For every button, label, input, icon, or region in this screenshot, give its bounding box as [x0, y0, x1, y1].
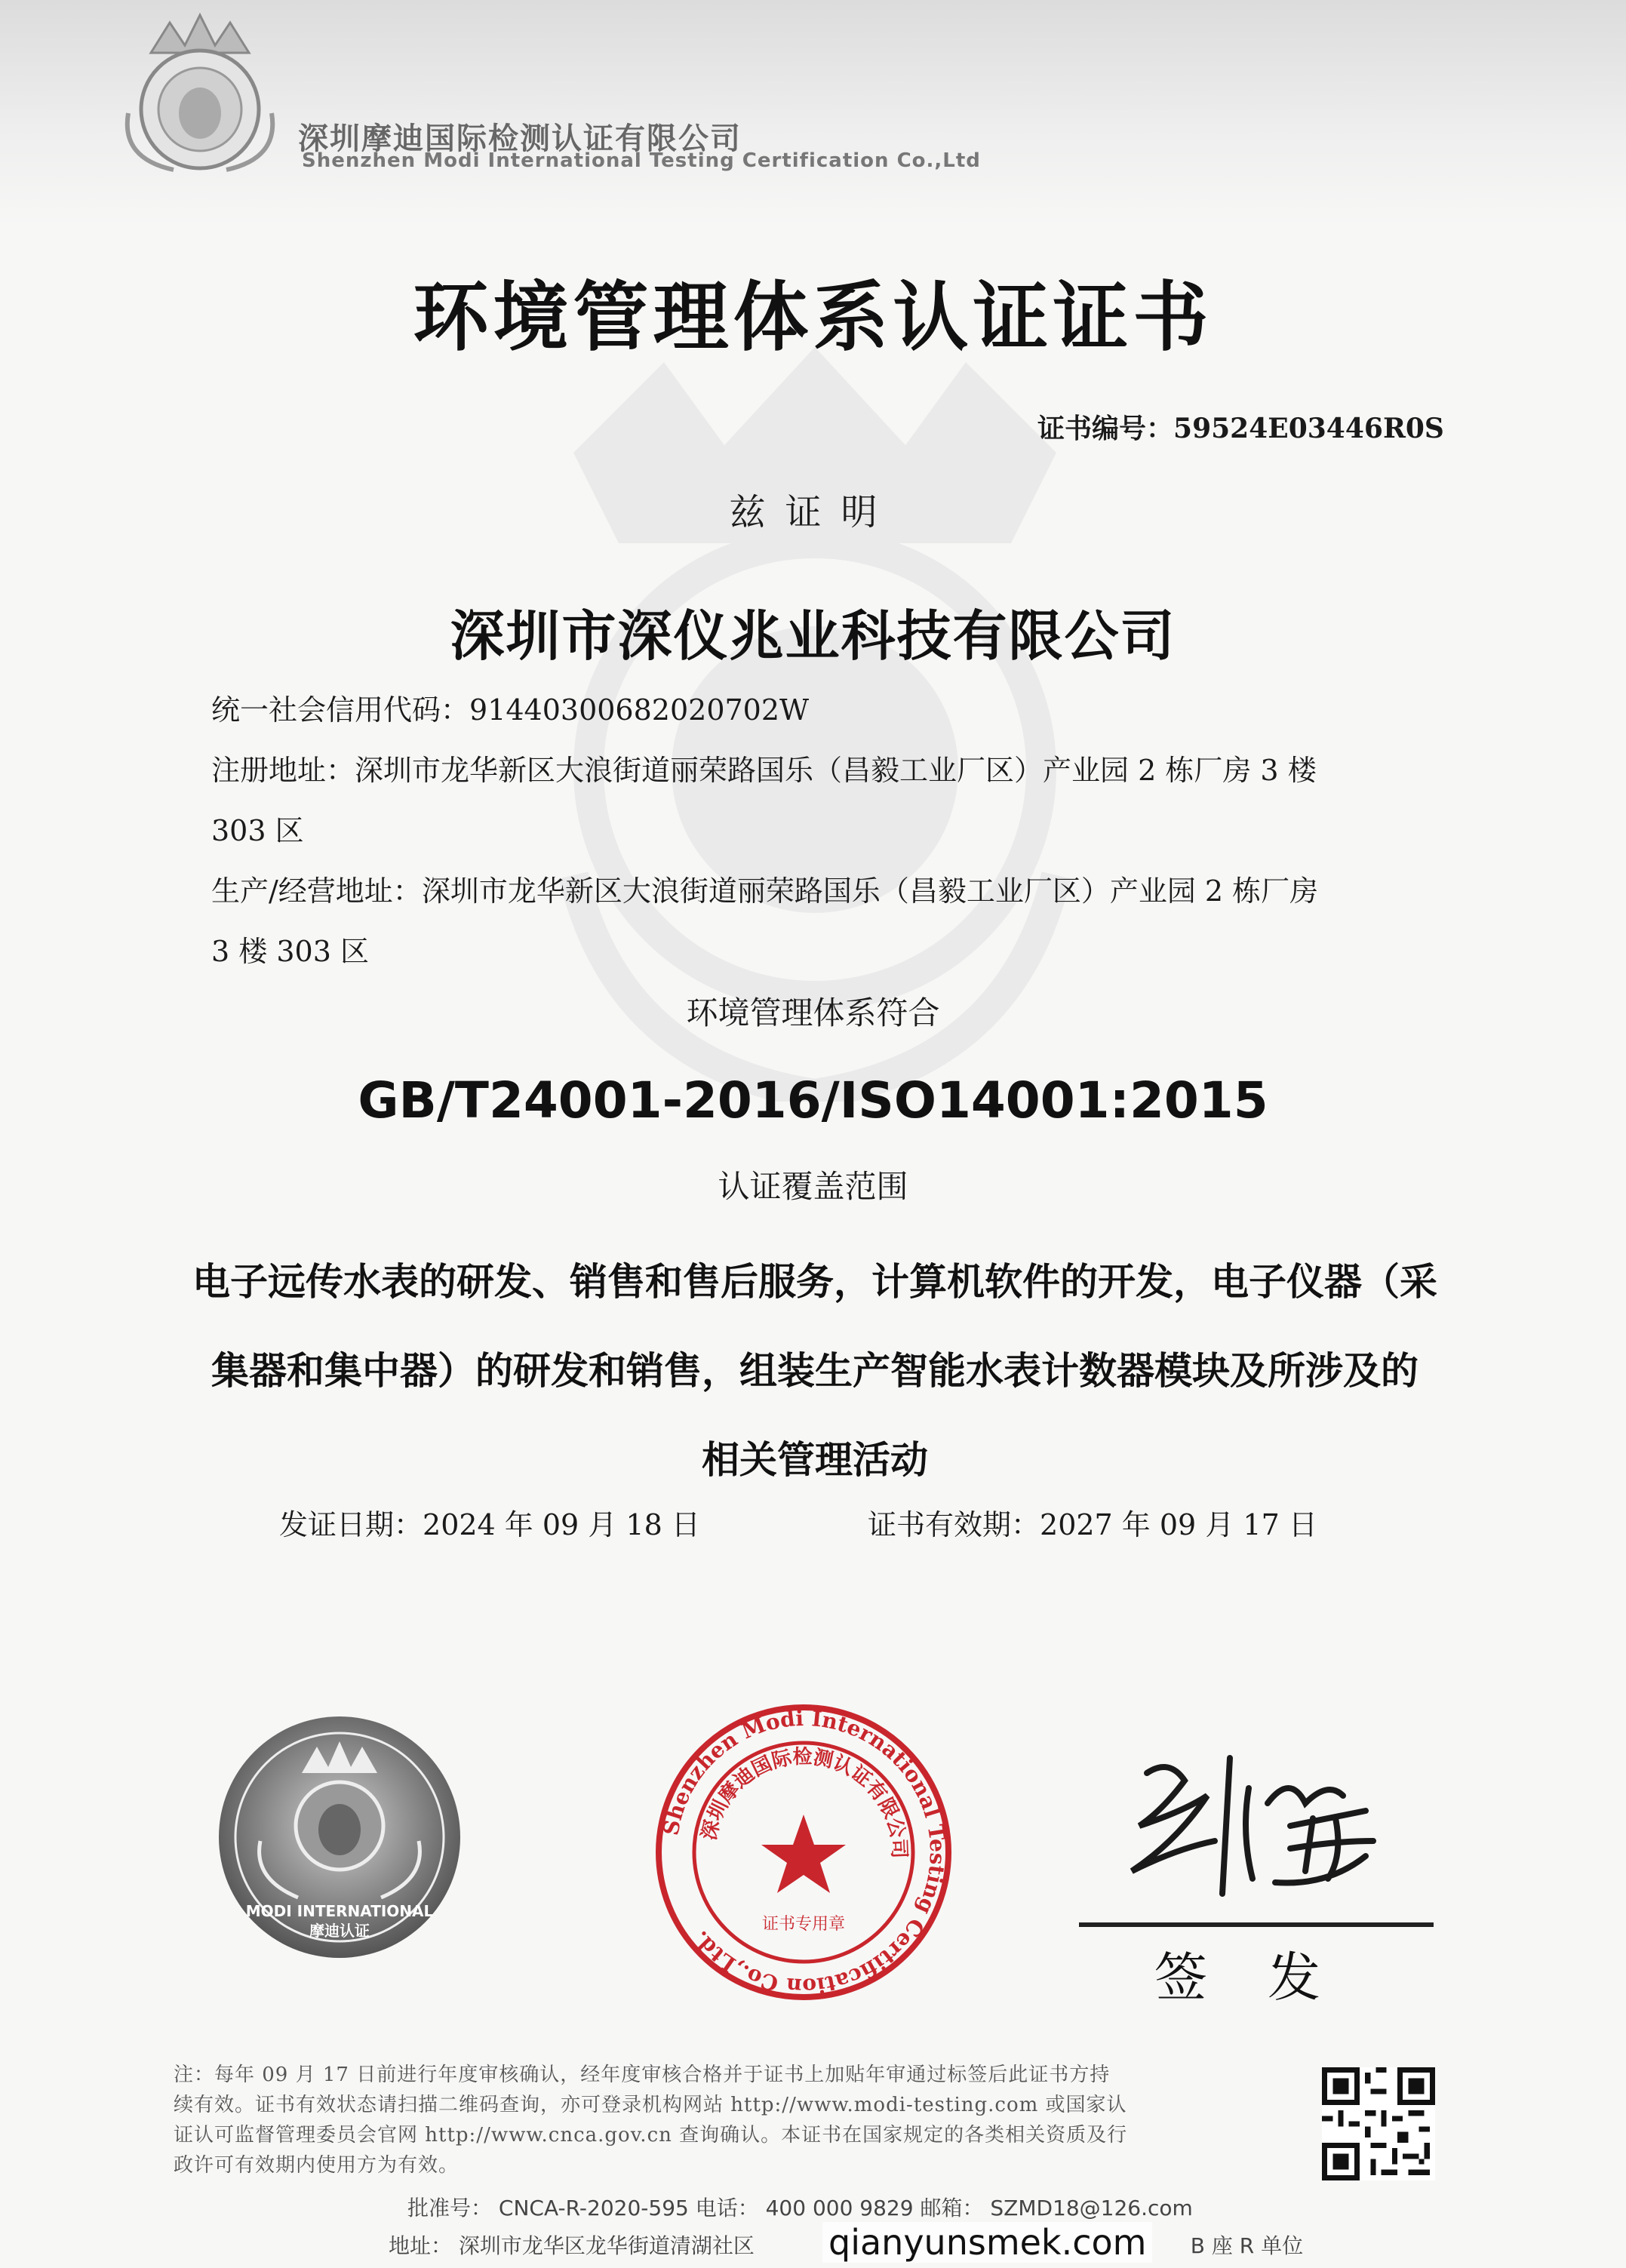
- logo-text-cn: 摩迪认证: [309, 1922, 370, 1940]
- footer-notes: [174, 2060, 1290, 2180]
- standard-code: GB/T24001-2016/ISO14001:2015: [358, 1071, 1268, 1129]
- header-company-cn: 深圳摩迪国际检测认证有限公司: [298, 121, 742, 156]
- signature-line: [1079, 1922, 1434, 1927]
- op-address-line: [211, 868, 1318, 909]
- address-start: 地址： 深圳市龙华区龙华街道清湖社区: [389, 2233, 755, 2258]
- credit-code-label: 统一社会信用代码：: [211, 693, 470, 727]
- logo-text-en: MODI INTERNATIONAL: [245, 1902, 434, 1920]
- address-tail: B 座 R 单位: [1190, 2233, 1304, 2258]
- issue-date-line: [279, 1501, 700, 1543]
- header-company-en: Shenzhen Modi International Testing Certification Co.,Ltd: [302, 149, 981, 172]
- op-address-value: 深圳市龙华新区大浪街道丽荣路国乐（昌毅工业厂区）产业园 2 栋厂房: [421, 874, 1319, 908]
- scope-title: 认证覆盖范围: [718, 1168, 908, 1205]
- conform-text: 环境管理体系符合: [686, 994, 940, 1031]
- valid-date-line: [868, 1501, 1317, 1543]
- note-line-4: 政许可有效期内使用方为有效。: [174, 2154, 460, 2177]
- certificate-number-value: 59524E03446R0S: [1173, 413, 1444, 444]
- issue-date-label: 发证日期：: [279, 1508, 423, 1541]
- contact-line: 批准号： CNCA-R-2020-595 电话： 400 000 9829 邮箱： SZMD18@126.com: [407, 2196, 1193, 2220]
- header-lion-logo: [106, 8, 294, 181]
- valid-date-value: 2027 年 09 月 17 日: [1040, 1508, 1317, 1541]
- scope-text: [136, 1237, 1494, 1504]
- reg-address-line2: 303 区: [211, 814, 304, 847]
- stamp-outer-text: Shenzhen Modi International Testing Certification Co.,Ltd.: [658, 1705, 951, 1999]
- credit-code-value: 91440300682020702W: [469, 693, 810, 727]
- certificate-number: [1037, 407, 1444, 446]
- hereby-certify: 兹证明: [729, 491, 897, 533]
- sign-issue-label: 签发: [1154, 1947, 1381, 2008]
- modi-logo-seal: [215, 1713, 464, 1962]
- site-watermark: qianyunsmek.com: [822, 2222, 1152, 2263]
- scope-line-2: 集器和集中器）的研发和销售，组装生产智能水表计数器模块及所涉及的: [211, 1349, 1419, 1393]
- company-name: 深圳市深仪兆业科技有限公司: [450, 604, 1176, 668]
- valid-date-label: 证书有效期：: [868, 1508, 1040, 1541]
- reg-address-line: [211, 747, 1317, 788]
- qr-code[interactable]: [1322, 2067, 1435, 2180]
- handwritten-signature: [1117, 1728, 1434, 1924]
- op-address-label: 生产/经营地址：: [211, 874, 422, 908]
- reg-address-value: 深圳市龙华新区大浪街道丽荣路国乐（昌毅工业厂区）产业园 2 栋厂房 3 楼: [355, 754, 1317, 787]
- credit-code-line: [211, 687, 809, 728]
- note-line-1: 注：每年 09 月 17 日前进行年度审核确认，经年度审核合格并于证书上加贴年审通过标签后此证书方持: [174, 2064, 1111, 2086]
- stamp-inner-text: 深圳摩迪国际检测认证有限公司: [697, 1745, 911, 1859]
- certificate-title: 环境管理体系认证证书: [413, 272, 1213, 361]
- scope-line-1: 电子远传水表的研发、销售和售后服务，计算机软件的开发，电子仪器（采: [192, 1260, 1437, 1304]
- reg-address-label: 注册地址：: [211, 754, 355, 787]
- note-line-2: 续有效。证书有效状态请扫描二维码查询，亦可登录机构网站 http://www.modi-testing.com 或国家认: [174, 2094, 1127, 2116]
- issue-date-value: 2024 年 09 月 18 日: [423, 1508, 700, 1541]
- note-line-3: 证认可监督管理委员会官网 http://www.cnca.gov.cn 查询确认。本证书在国家规定的各类相关资质及行: [174, 2124, 1128, 2147]
- stamp-bottom-text: 证书专用章: [761, 1915, 846, 1934]
- official-red-stamp: [653, 1701, 954, 2003]
- scope-line-3: 相关管理活动: [702, 1438, 928, 1482]
- certificate-number-label: 证书编号：: [1037, 413, 1174, 444]
- op-address-line2: 3 楼 303 区: [211, 935, 369, 968]
- star-icon: [761, 1815, 846, 1893]
